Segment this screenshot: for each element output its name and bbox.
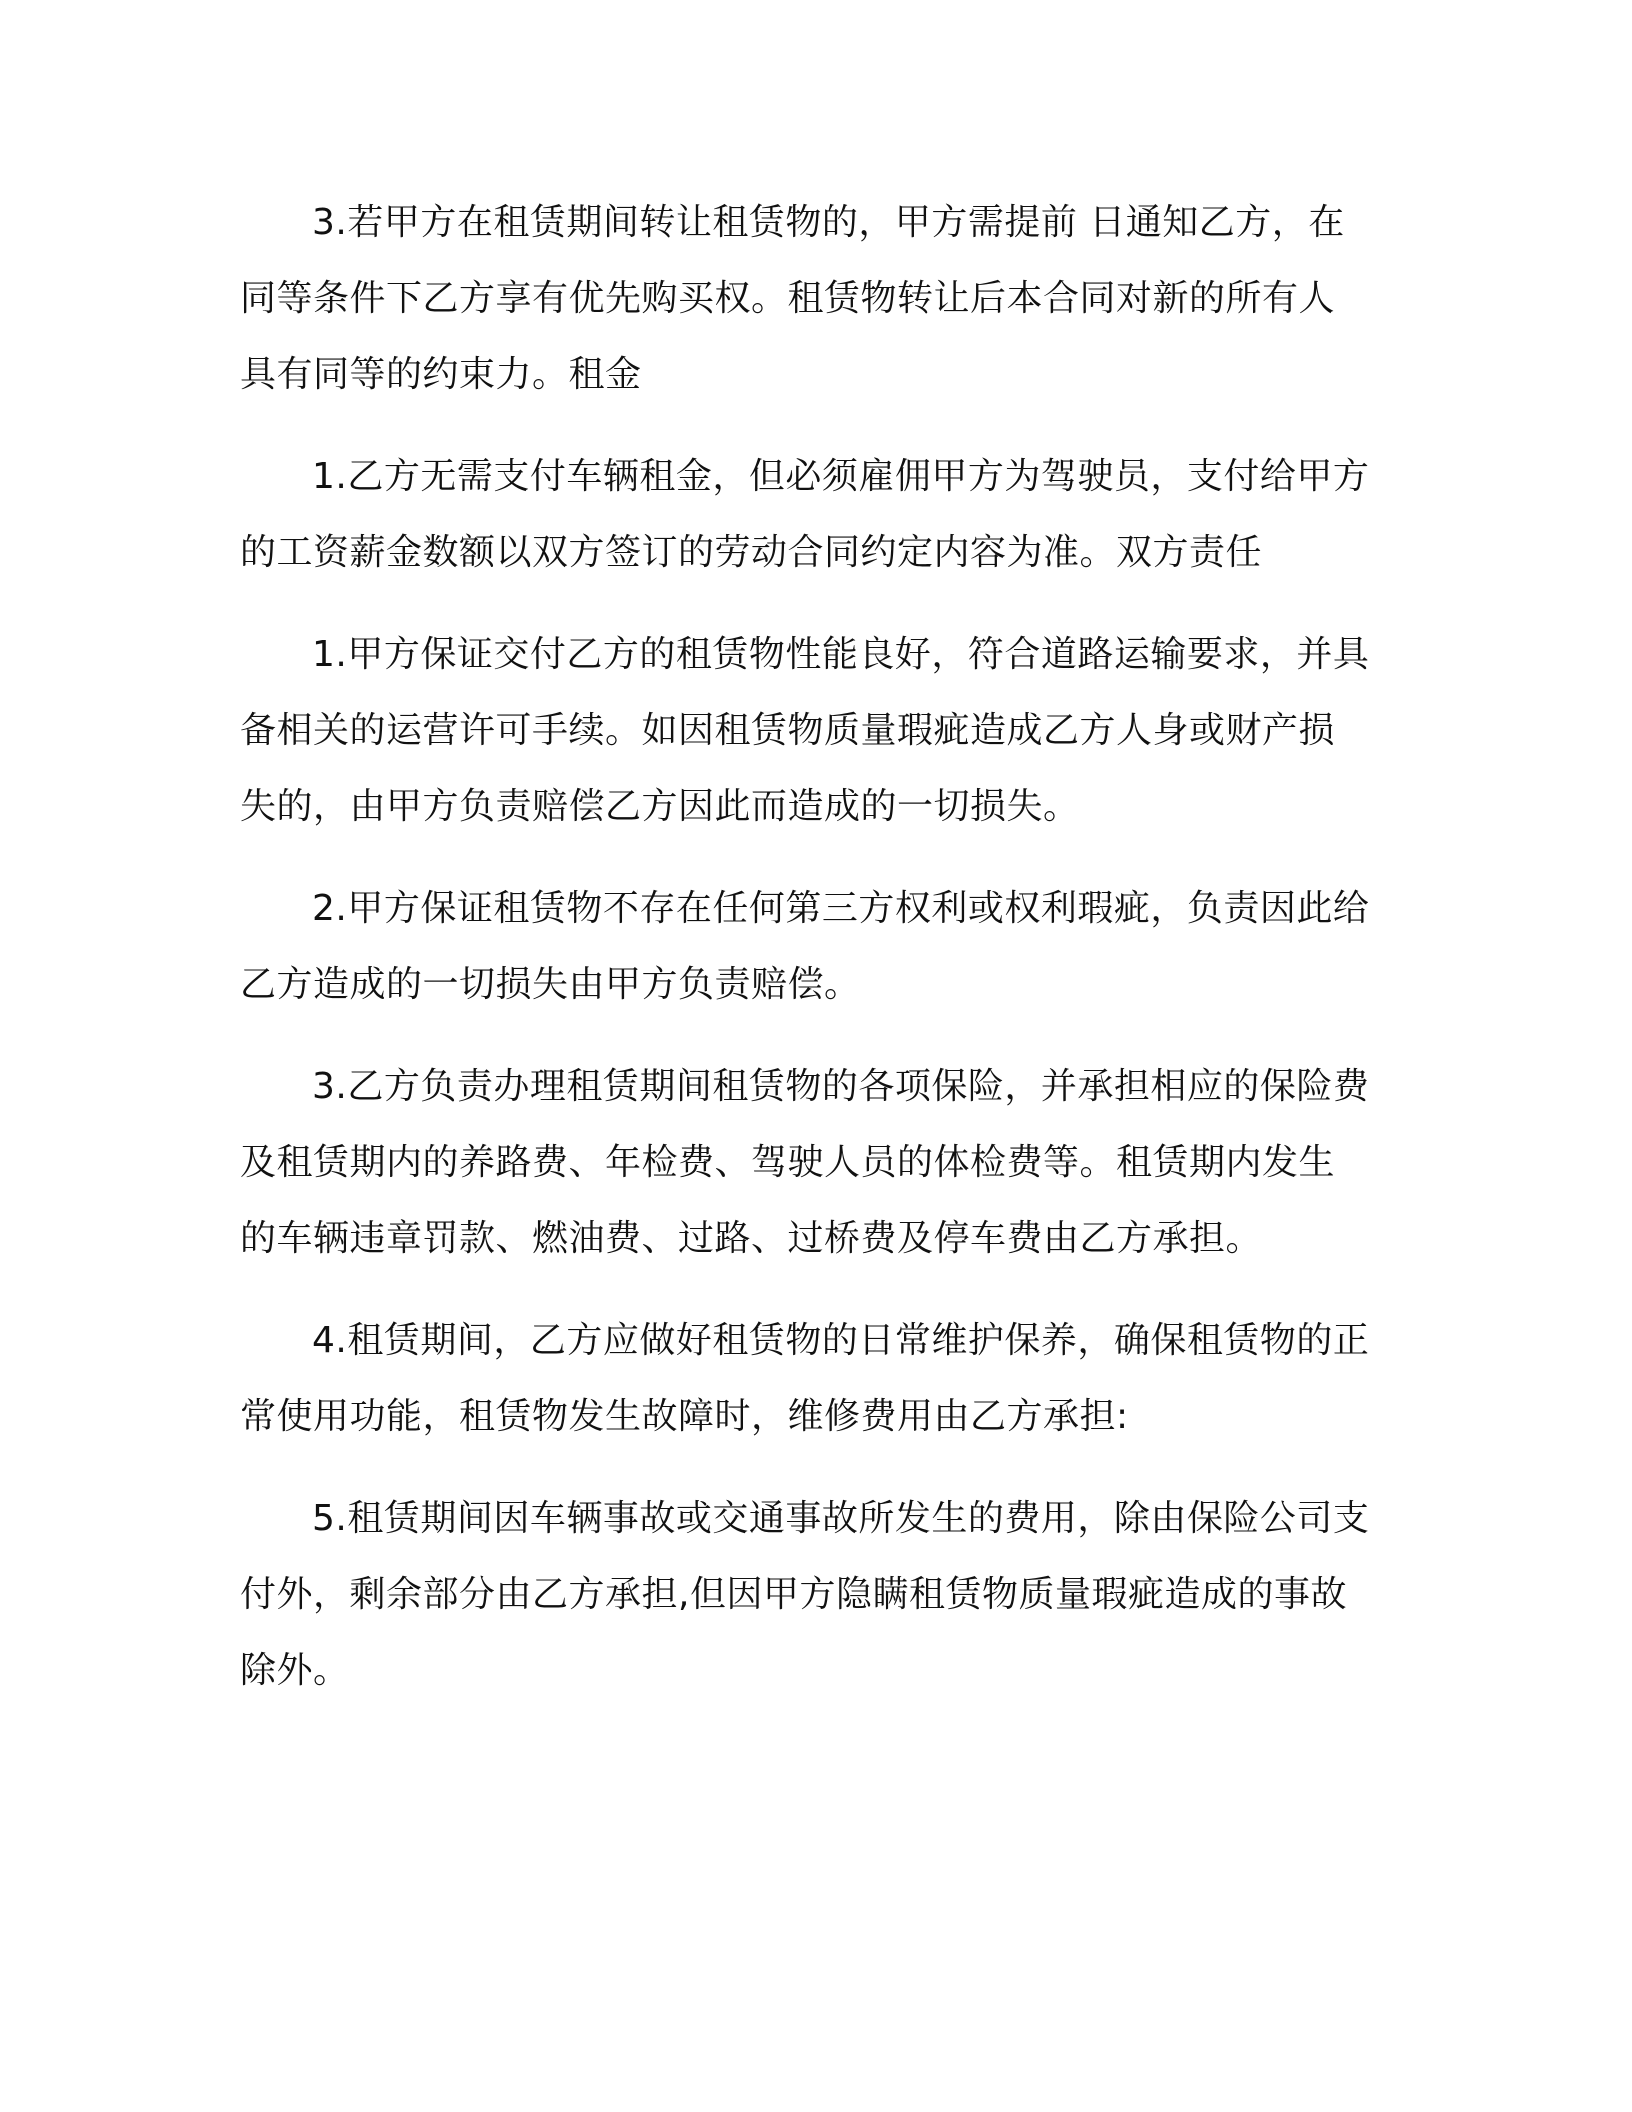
paragraph-transfer-notice: 3.若甲方在租赁期间转让租赁物的，甲方需提前 日通知乙方，在同等条件下乙方享有优先购买权。租赁物转让后本合同对新的所有人具有同等的约束力。租金 [240,202,1345,395]
paragraph-insurance-fees: 3.乙方负责办理租赁期间租赁物的各项保险，并承担相应的保险费及租赁期内的养路费、年检费、驾驶人员的体检费等。租赁期内发生的车辆违章罚款、燃油费、过路、过桥费及停车费由乙方承担。 [240,1066,1370,1259]
document-body [240,185,1370,1735]
paragraph-rent: 1.乙方无需支付车辆租金，但必须雇佣甲方为驾驶员，支付给甲方的工资薪金数额以双方签订的劳动合同约定内容为准。双方责任 [240,456,1370,573]
paragraph-party-a-guarantee: 1.甲方保证交付乙方的租赁物性能良好，符合道路运输要求，并具备相关的运营许可手续。如因租赁物质量瑕疵造成乙方人身或财产损失的，由甲方负责赔偿乙方因此而造成的一切损失。 [240,634,1370,827]
paragraph-accident-costs: 5.租赁期间因车辆事故或交通事故所发生的费用，除由保险公司支付外，剩余部分由乙方承担,但因甲方隐瞒租赁物质量瑕疵造成的事故除外。 [240,1498,1370,1691]
paragraph-maintenance: 4.租赁期间，乙方应做好租赁物的日常维护保养，确保租赁物的正常使用功能，租赁物发生故障时，维修费用由乙方承担: [240,1320,1370,1437]
paragraph-third-party-rights: 2.甲方保证租赁物不存在任何第三方权利或权利瑕疵，负责因此给乙方造成的一切损失由甲方负责赔偿。 [240,888,1370,1005]
